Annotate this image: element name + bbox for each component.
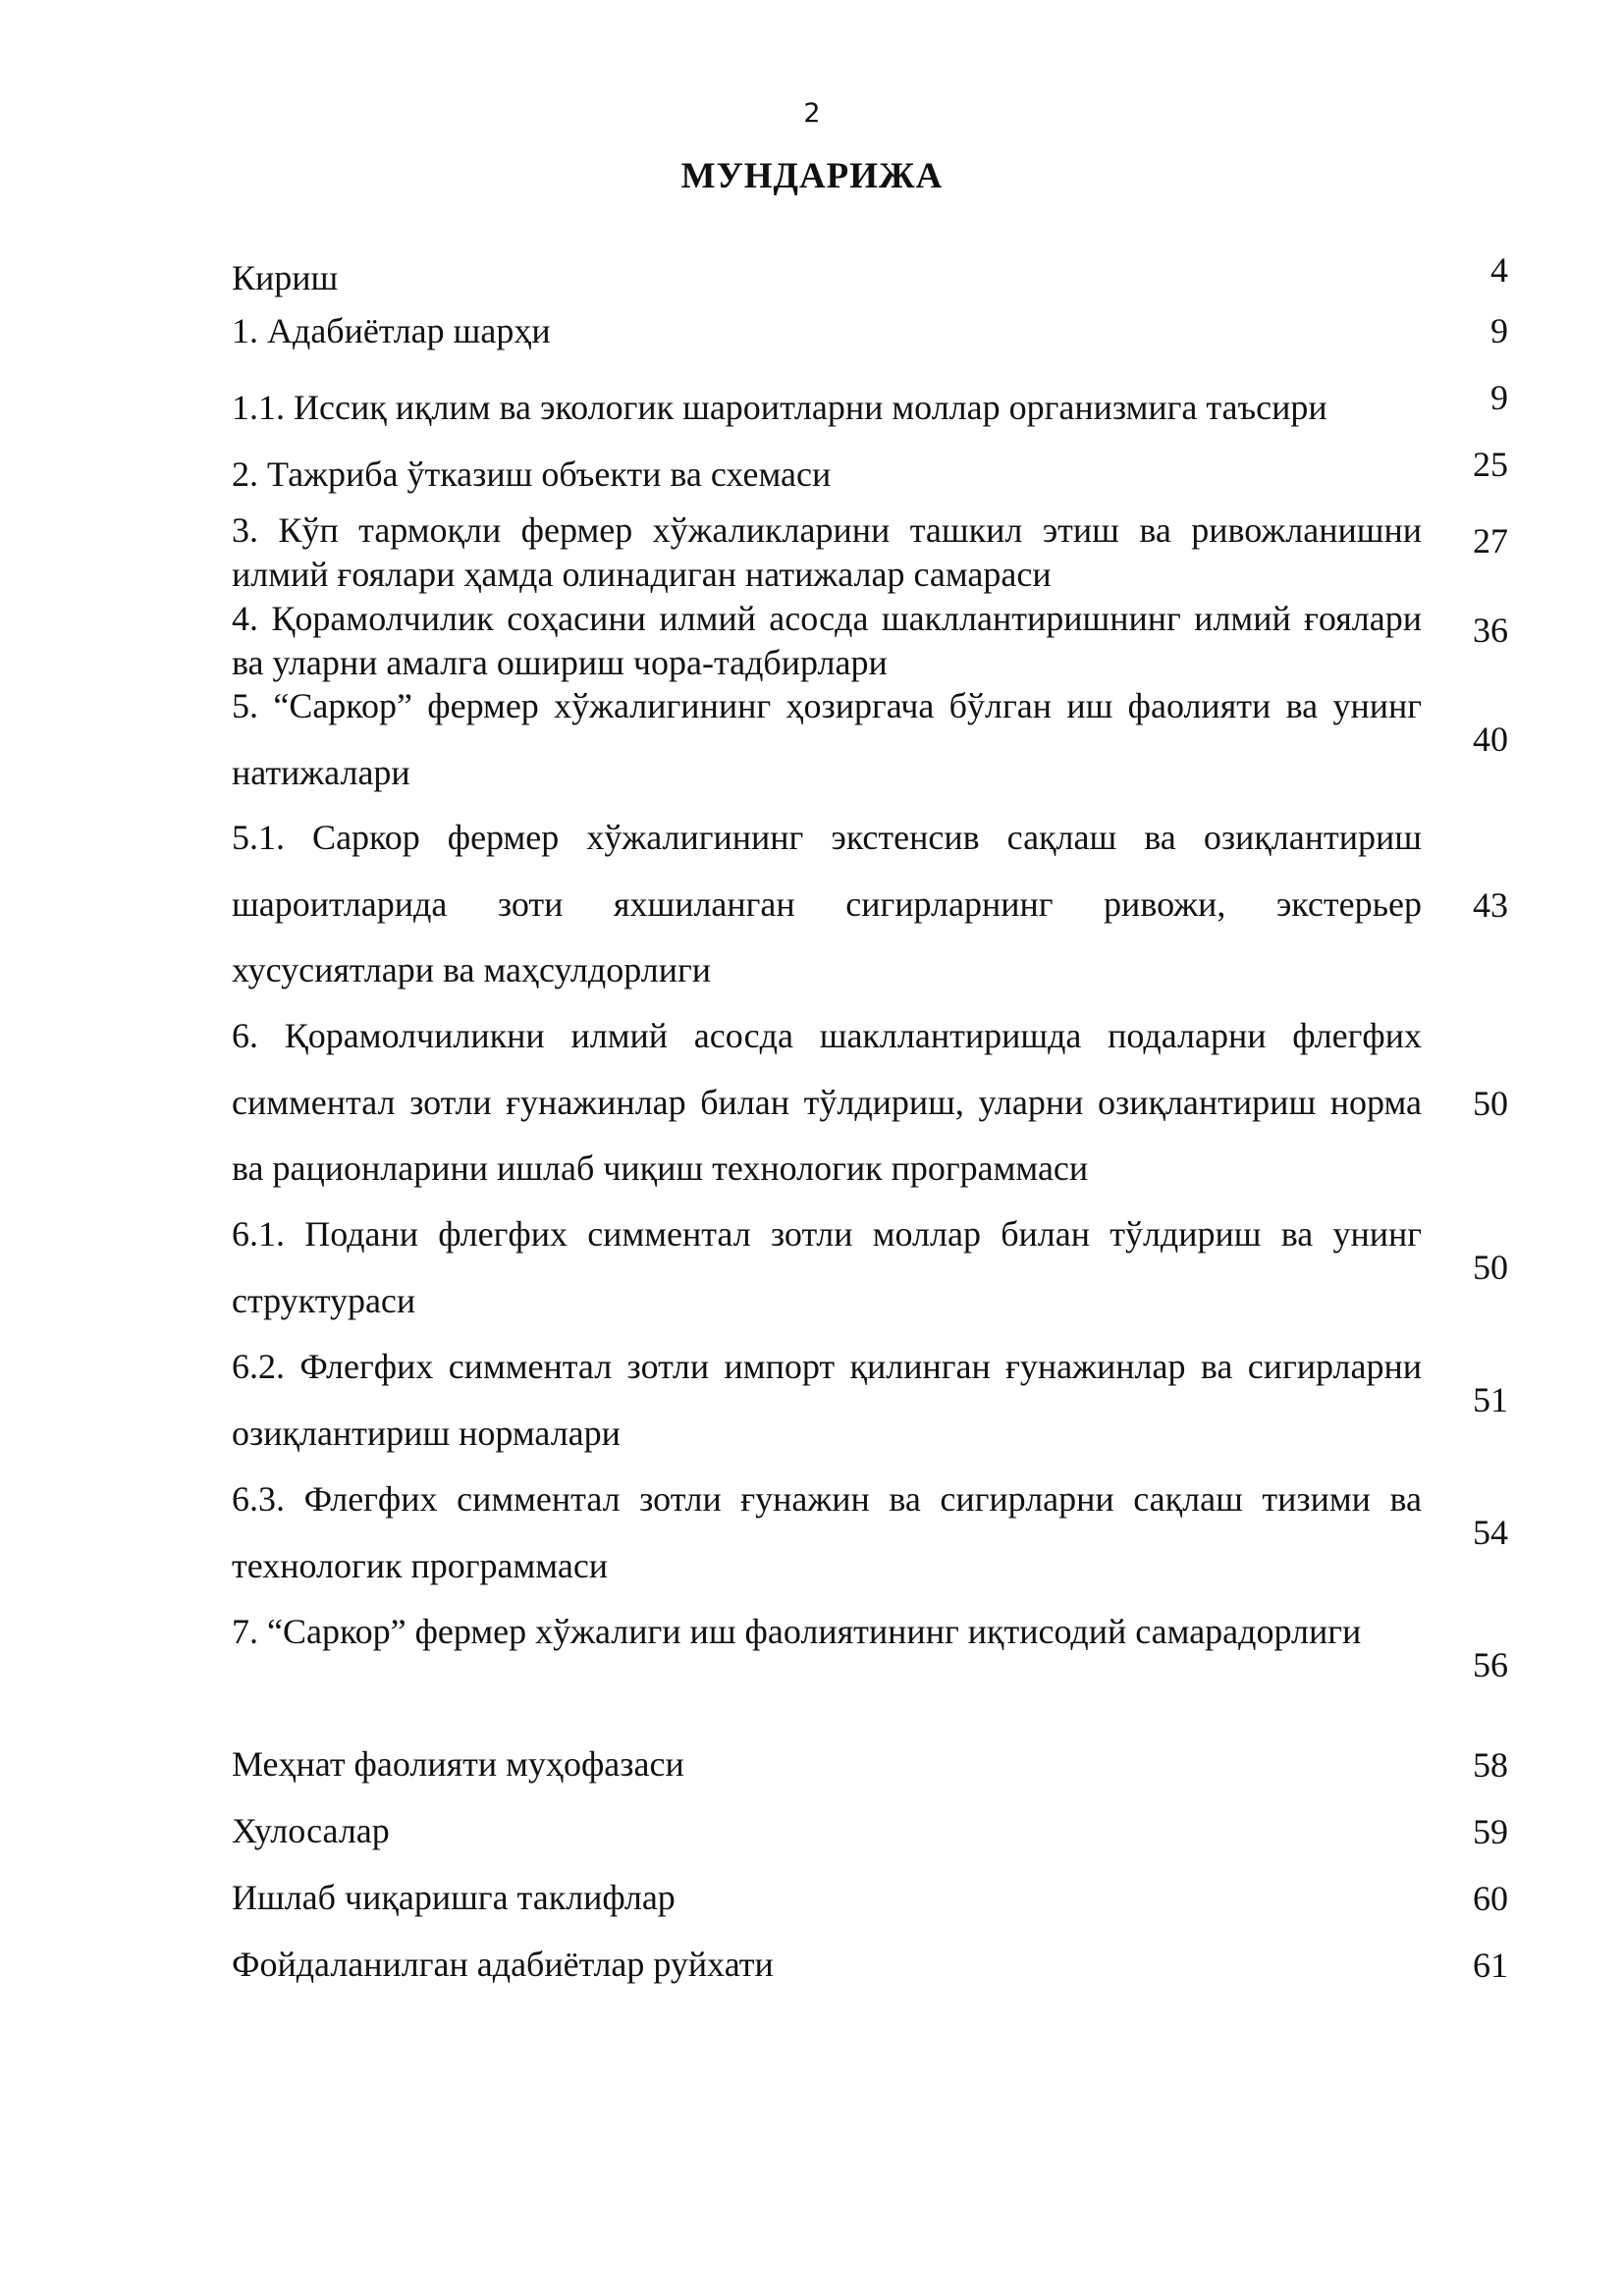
toc-entry-page: 9 <box>1490 378 1508 417</box>
toc-entry-page: 59 <box>1473 1812 1508 1851</box>
page-title: МУНДАРИЖА <box>680 156 944 196</box>
toc-entry-title: 1.1. Иссиқ иқлим ва экологик шароитларни моллар организмига таъсири <box>232 388 1327 427</box>
toc-entry-page: 36 <box>1473 611 1508 650</box>
toc-entry-title: Фойдаланилган адабиётлар руйхати <box>232 1945 774 1984</box>
toc-entry-title: 7. “Саркор” фермер хўжалиги иш фаолиятининг иқтисодий самарадорлиги <box>232 1612 1362 1651</box>
toc-entry-title: 6.2. Флегфих симментал зотли импорт қилинган ғунажинлар ва сигирларни озиқлантириш нормалари <box>232 1347 1422 1453</box>
toc-entry-title: Хулосалар <box>232 1811 390 1850</box>
toc-entry-page: 54 <box>1473 1513 1508 1552</box>
toc-entry-page: 56 <box>1473 1645 1508 1684</box>
toc-entry-title: 4. Қорамолчилик соҳасини илмий асосда шакллантиришнинг илмий ғоялари ва уларни амалга ошириш чора-тадбирлари <box>232 599 1422 682</box>
toc-entry-page: 50 <box>1473 1248 1508 1287</box>
page-number: 2 <box>803 98 821 129</box>
toc-entry-page: 27 <box>1473 521 1508 561</box>
toc-entry-title: Кириш <box>232 258 339 297</box>
toc-entry-title: Ишлаб чиқаришга таклифлар <box>232 1878 676 1917</box>
toc-entry-title: 3. Кўп тармоқли фермер хўжаликларини ташкил этиш ва ривожланишни илмий ғоялари ҳамда олинадиган натижалар самараси <box>232 510 1422 594</box>
toc-entry-page: 51 <box>1473 1380 1508 1419</box>
toc-entry-page: 40 <box>1473 720 1508 759</box>
toc-entry-title: 5. “Саркор” фермер хўжалигининг ҳозиргача бўлган иш фаолияти ва унинг натижалари <box>232 686 1422 792</box>
toc-entry-page: 4 <box>1490 250 1508 290</box>
toc-entry-title: 2. Тажриба ўтказиш объекти ва схемаси <box>232 454 832 494</box>
toc-entry-title: 5.1. Саркор фермер хўжалигининг экстенсив сақлаш ва озиқлантириш шароитларида зоти яхшиланган сигирларнинг ривожи, экстерьер хусусиятлари ва маҳсулдорлиги <box>232 818 1422 989</box>
toc-entry-page: 61 <box>1473 1946 1508 1985</box>
toc-entry-page: 9 <box>1490 311 1508 350</box>
toc-entry-title: 1. Адабиётлар шарҳи <box>232 311 551 350</box>
toc-entry-title: 6.3. Флегфих симментал зотли ғунажин ва сигирларни сақлаш тизими ва технологик программаси <box>232 1479 1422 1585</box>
toc-entry-page: 43 <box>1473 885 1508 925</box>
toc-entry-title: Меҳнат фаолияти муҳофазаси <box>232 1744 684 1784</box>
toc-entry-page: 50 <box>1473 1084 1508 1123</box>
toc-entry-title: 6.1. Подани флегфих симментал зотли моллар билан тўлдириш ва унинг структураси <box>232 1214 1422 1320</box>
toc-entry-title: 6. Қорамолчиликни илмий асосда шакллантиришда подаларни флегфих симментал зотли ғунажинлар билан тўлдириш, уларни озиқлантириш норма ва рационларини ишлаб чиқиш технологик программаси <box>232 1016 1422 1188</box>
toc-entry-page: 60 <box>1473 1879 1508 1918</box>
toc-entry-page: 25 <box>1473 445 1508 484</box>
toc-entry-page: 58 <box>1473 1745 1508 1785</box>
